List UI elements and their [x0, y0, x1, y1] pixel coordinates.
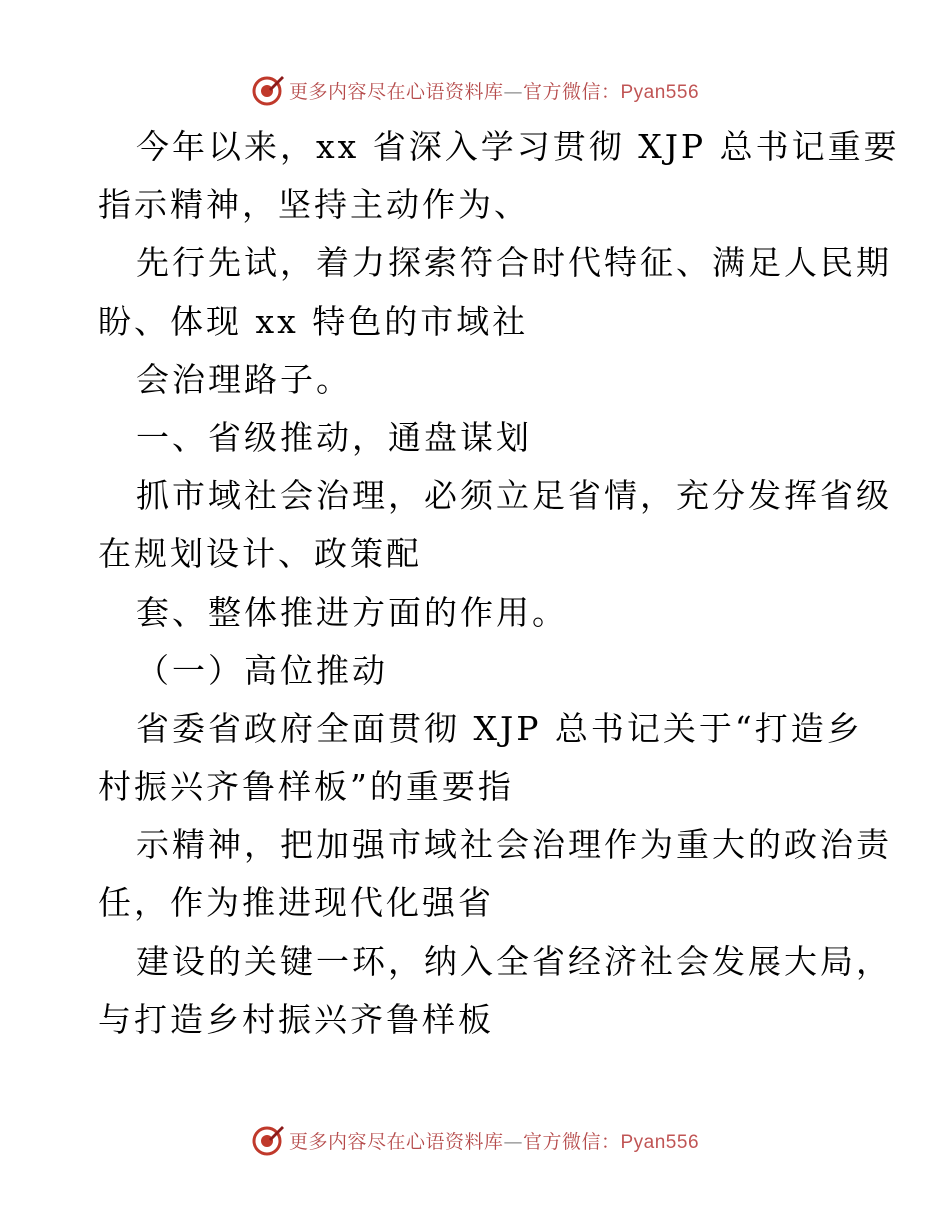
brush-logo-icon — [251, 1123, 285, 1157]
text-line: 任，作为推进现代化强省 — [98, 883, 494, 923]
document-body — [98, 118, 900, 1049]
text-line: 示精神，把加强市域社会治理作为重大的政治责 — [136, 825, 892, 865]
text-line: 村振兴齐鲁样板”的重要指 — [98, 767, 514, 807]
text-line: 盼、体现 xx 特色的市域社 — [98, 301, 529, 341]
text-line: 省委省政府全面贯彻 XJP 总书记关于“打造乡 — [136, 708, 863, 748]
brush-logo-icon — [251, 73, 285, 107]
text-line: 抓市域社会治理，必须立足省情，充分发挥省级 — [136, 476, 892, 516]
text-line: 与打造乡村振兴齐鲁样板 — [98, 999, 494, 1039]
watermark-text: 更多内容尽在心语资料库—官方微信：Pyan556 — [288, 80, 700, 103]
text-line: 今年以来，xx 省深入学习贯彻 XJP 总书记重要 — [136, 127, 900, 166]
text-line: 先行先试，着力探索符合时代特征、满足人民期 — [136, 243, 892, 283]
header-watermark — [0, 70, 950, 110]
text-line: 套、整体推进方面的作用。 — [136, 592, 568, 632]
footer-watermark — [0, 1120, 950, 1160]
text-line: 建设的关键一环，纳入全省经济社会发展大局， — [136, 941, 892, 981]
text-line: 指示精神，坚持主动作为、 — [98, 185, 530, 225]
text-line: 一、省级推动，通盘谋划 — [136, 417, 532, 457]
text-line: （一）高位推动 — [136, 650, 388, 690]
text-line: 在规划设计、政策配 — [98, 534, 422, 574]
watermark-text: 更多内容尽在心语资料库—官方微信：Pyan556 — [288, 1130, 700, 1153]
text-line: 会治理路子。 — [136, 359, 352, 399]
